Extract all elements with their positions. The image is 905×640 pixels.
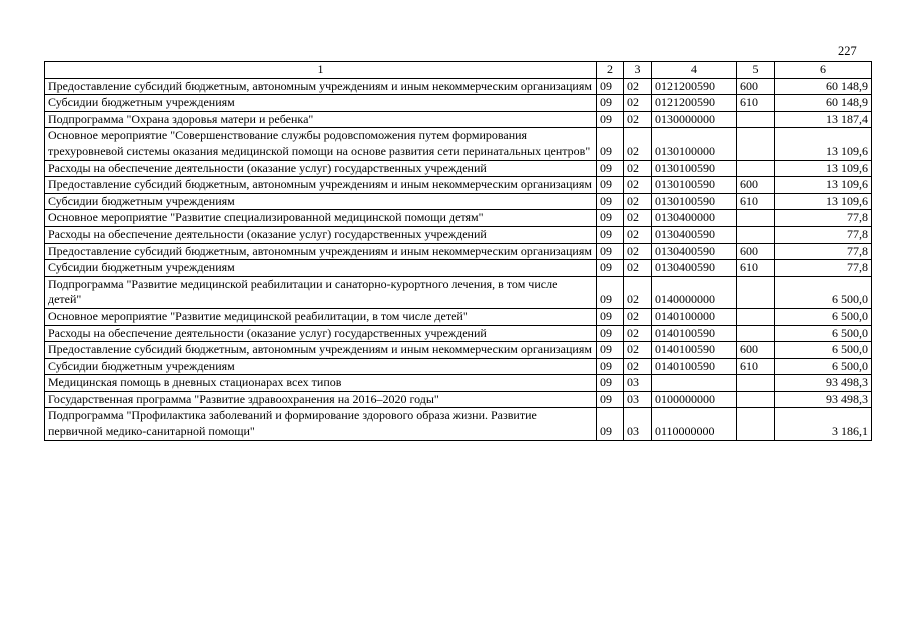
row-name: Предоставление субсидий бюджетным, автономным учреждениям и иным некоммерческим организациям xyxy=(45,78,597,95)
row-section: 09 xyxy=(597,325,624,342)
row-section: 09 xyxy=(597,391,624,408)
row-target-code: 0130100590 xyxy=(652,160,737,177)
row-name: Субсидии бюджетным учреждениям xyxy=(45,358,597,375)
row-section: 09 xyxy=(597,128,624,160)
row-name: Основное мероприятие "Развитие медицинской реабилитации, в том числе детей" xyxy=(45,308,597,325)
row-amount: 13 109,6 xyxy=(775,160,872,177)
row-amount: 13 109,6 xyxy=(775,193,872,210)
row-subsection: 02 xyxy=(624,243,652,260)
table-row xyxy=(45,111,872,128)
row-amount: 6 500,0 xyxy=(775,342,872,359)
row-amount: 6 500,0 xyxy=(775,358,872,375)
row-expense-type: 600 xyxy=(737,177,775,194)
row-target-code: 0130400590 xyxy=(652,226,737,243)
table-row xyxy=(45,375,872,392)
row-target-code: 0140100000 xyxy=(652,308,737,325)
row-target-code: 0130100000 xyxy=(652,128,737,160)
row-expense-type: 610 xyxy=(737,358,775,375)
budget-table xyxy=(44,61,872,441)
header-col-section: 2 xyxy=(597,62,624,79)
row-amount: 60 148,9 xyxy=(775,95,872,112)
row-subsection: 03 xyxy=(624,375,652,392)
row-amount: 3 186,1 xyxy=(775,408,872,440)
row-name: Подпрограмма "Профилактика заболеваний и формирование здорового образа жизни. Развитие первичной медико-санитарной помощи" xyxy=(45,408,597,440)
row-amount: 77,8 xyxy=(775,226,872,243)
row-name: Предоставление субсидий бюджетным, автономным учреждениям и иным некоммерческим организациям xyxy=(45,243,597,260)
row-expense-type xyxy=(737,128,775,160)
row-name: Основное мероприятие "Совершенствование службы родовспоможения путем формирования трехуровневой системы оказания медицинской помощи на основе развития сети перинатальных центров" xyxy=(45,128,597,160)
row-expense-type xyxy=(737,210,775,227)
table-row xyxy=(45,210,872,227)
row-section: 09 xyxy=(597,210,624,227)
table-row xyxy=(45,260,872,277)
row-expense-type xyxy=(737,276,775,308)
row-name: Государственная программа "Развитие здравоохранения на 2016–2020 годы" xyxy=(45,391,597,408)
row-expense-type xyxy=(737,111,775,128)
row-subsection: 02 xyxy=(624,177,652,194)
row-amount: 77,8 xyxy=(775,260,872,277)
row-amount: 13 187,4 xyxy=(775,111,872,128)
row-section: 09 xyxy=(597,408,624,440)
table-row xyxy=(45,226,872,243)
row-name: Субсидии бюджетным учреждениям xyxy=(45,95,597,112)
row-subsection: 03 xyxy=(624,408,652,440)
row-subsection: 02 xyxy=(624,128,652,160)
header-col-target-code: 4 xyxy=(652,62,737,79)
row-section: 09 xyxy=(597,358,624,375)
row-target-code: 0130400590 xyxy=(652,260,737,277)
row-name: Медицинская помощь в дневных стационарах всех типов xyxy=(45,375,597,392)
row-amount: 60 148,9 xyxy=(775,78,872,95)
row-section: 09 xyxy=(597,308,624,325)
table-row xyxy=(45,276,872,308)
table-row xyxy=(45,177,872,194)
row-target-code: 0100000000 xyxy=(652,391,737,408)
row-target-code: 0121200590 xyxy=(652,95,737,112)
table-row xyxy=(45,78,872,95)
row-expense-type: 600 xyxy=(737,243,775,260)
row-subsection: 02 xyxy=(624,308,652,325)
row-subsection: 02 xyxy=(624,160,652,177)
row-target-code: 0130400590 xyxy=(652,243,737,260)
row-name: Расходы на обеспечение деятельности (оказание услуг) государственных учреждений xyxy=(45,325,597,342)
row-expense-type: 610 xyxy=(737,193,775,210)
row-name: Расходы на обеспечение деятельности (оказание услуг) государственных учреждений xyxy=(45,226,597,243)
row-target-code: 0140100590 xyxy=(652,358,737,375)
row-section: 09 xyxy=(597,342,624,359)
row-subsection: 02 xyxy=(624,342,652,359)
row-section: 09 xyxy=(597,177,624,194)
row-target-code: 0140100590 xyxy=(652,342,737,359)
row-expense-type xyxy=(737,160,775,177)
row-target-code: 0130100590 xyxy=(652,193,737,210)
table-row xyxy=(45,325,872,342)
table-row xyxy=(45,160,872,177)
row-target-code xyxy=(652,375,737,392)
page-number: 227 xyxy=(838,44,857,58)
table-row xyxy=(45,358,872,375)
row-amount: 13 109,6 xyxy=(775,128,872,160)
table-row xyxy=(45,95,872,112)
row-target-code: 0121200590 xyxy=(652,78,737,95)
row-subsection: 02 xyxy=(624,193,652,210)
row-section: 09 xyxy=(597,375,624,392)
header-col-name: 1 xyxy=(45,62,597,79)
header-col-expense-type: 5 xyxy=(737,62,775,79)
row-subsection: 02 xyxy=(624,325,652,342)
row-name: Предоставление субсидий бюджетным, автономным учреждениям и иным некоммерческим организациям xyxy=(45,342,597,359)
row-name: Субсидии бюджетным учреждениям xyxy=(45,260,597,277)
row-section: 09 xyxy=(597,160,624,177)
row-subsection: 02 xyxy=(624,111,652,128)
header-col-amount: 6 xyxy=(775,62,872,79)
table-header-row xyxy=(45,62,872,79)
row-target-code: 0140100590 xyxy=(652,325,737,342)
row-name: Предоставление субсидий бюджетным, автономным учреждениям и иным некоммерческим организациям xyxy=(45,177,597,194)
row-name: Подпрограмма "Охрана здоровья матери и ребенка" xyxy=(45,111,597,128)
row-target-code: 0110000000 xyxy=(652,408,737,440)
row-section: 09 xyxy=(597,193,624,210)
row-expense-type: 610 xyxy=(737,260,775,277)
row-name: Подпрограмма "Развитие медицинской реабилитации и санаторно-курортного лечения, в том числе детей" xyxy=(45,276,597,308)
row-subsection: 02 xyxy=(624,226,652,243)
row-name: Субсидии бюджетным учреждениям xyxy=(45,193,597,210)
table-row xyxy=(45,408,872,440)
row-amount: 93 498,3 xyxy=(775,391,872,408)
table-row xyxy=(45,308,872,325)
row-expense-type xyxy=(737,391,775,408)
row-subsection: 02 xyxy=(624,358,652,375)
row-amount: 6 500,0 xyxy=(775,325,872,342)
row-amount: 13 109,6 xyxy=(775,177,872,194)
row-expense-type xyxy=(737,325,775,342)
row-subsection: 02 xyxy=(624,210,652,227)
row-target-code: 0130000000 xyxy=(652,111,737,128)
row-amount: 6 500,0 xyxy=(775,308,872,325)
row-target-code: 0140000000 xyxy=(652,276,737,308)
row-amount: 6 500,0 xyxy=(775,276,872,308)
row-subsection: 02 xyxy=(624,260,652,277)
row-section: 09 xyxy=(597,111,624,128)
row-section: 09 xyxy=(597,78,624,95)
row-subsection: 03 xyxy=(624,391,652,408)
row-expense-type xyxy=(737,408,775,440)
header-col-subsection: 3 xyxy=(624,62,652,79)
row-section: 09 xyxy=(597,226,624,243)
row-amount: 77,8 xyxy=(775,243,872,260)
row-amount: 93 498,3 xyxy=(775,375,872,392)
row-expense-type xyxy=(737,308,775,325)
row-section: 09 xyxy=(597,243,624,260)
row-subsection: 02 xyxy=(624,95,652,112)
row-expense-type: 600 xyxy=(737,78,775,95)
table-row xyxy=(45,243,872,260)
table-row xyxy=(45,391,872,408)
row-subsection: 02 xyxy=(624,78,652,95)
table-row xyxy=(45,193,872,210)
table-row xyxy=(45,128,872,160)
row-amount: 77,8 xyxy=(775,210,872,227)
row-expense-type: 600 xyxy=(737,342,775,359)
row-expense-type: 610 xyxy=(737,95,775,112)
row-subsection: 02 xyxy=(624,276,652,308)
row-name: Расходы на обеспечение деятельности (оказание услуг) государственных учреждений xyxy=(45,160,597,177)
row-target-code: 0130100590 xyxy=(652,177,737,194)
row-section: 09 xyxy=(597,95,624,112)
row-expense-type xyxy=(737,226,775,243)
row-name: Основное мероприятие "Развитие специализированной медицинской помощи детям" xyxy=(45,210,597,227)
row-target-code: 0130400000 xyxy=(652,210,737,227)
row-section: 09 xyxy=(597,276,624,308)
row-section: 09 xyxy=(597,260,624,277)
row-expense-type xyxy=(737,375,775,392)
table-row xyxy=(45,342,872,359)
